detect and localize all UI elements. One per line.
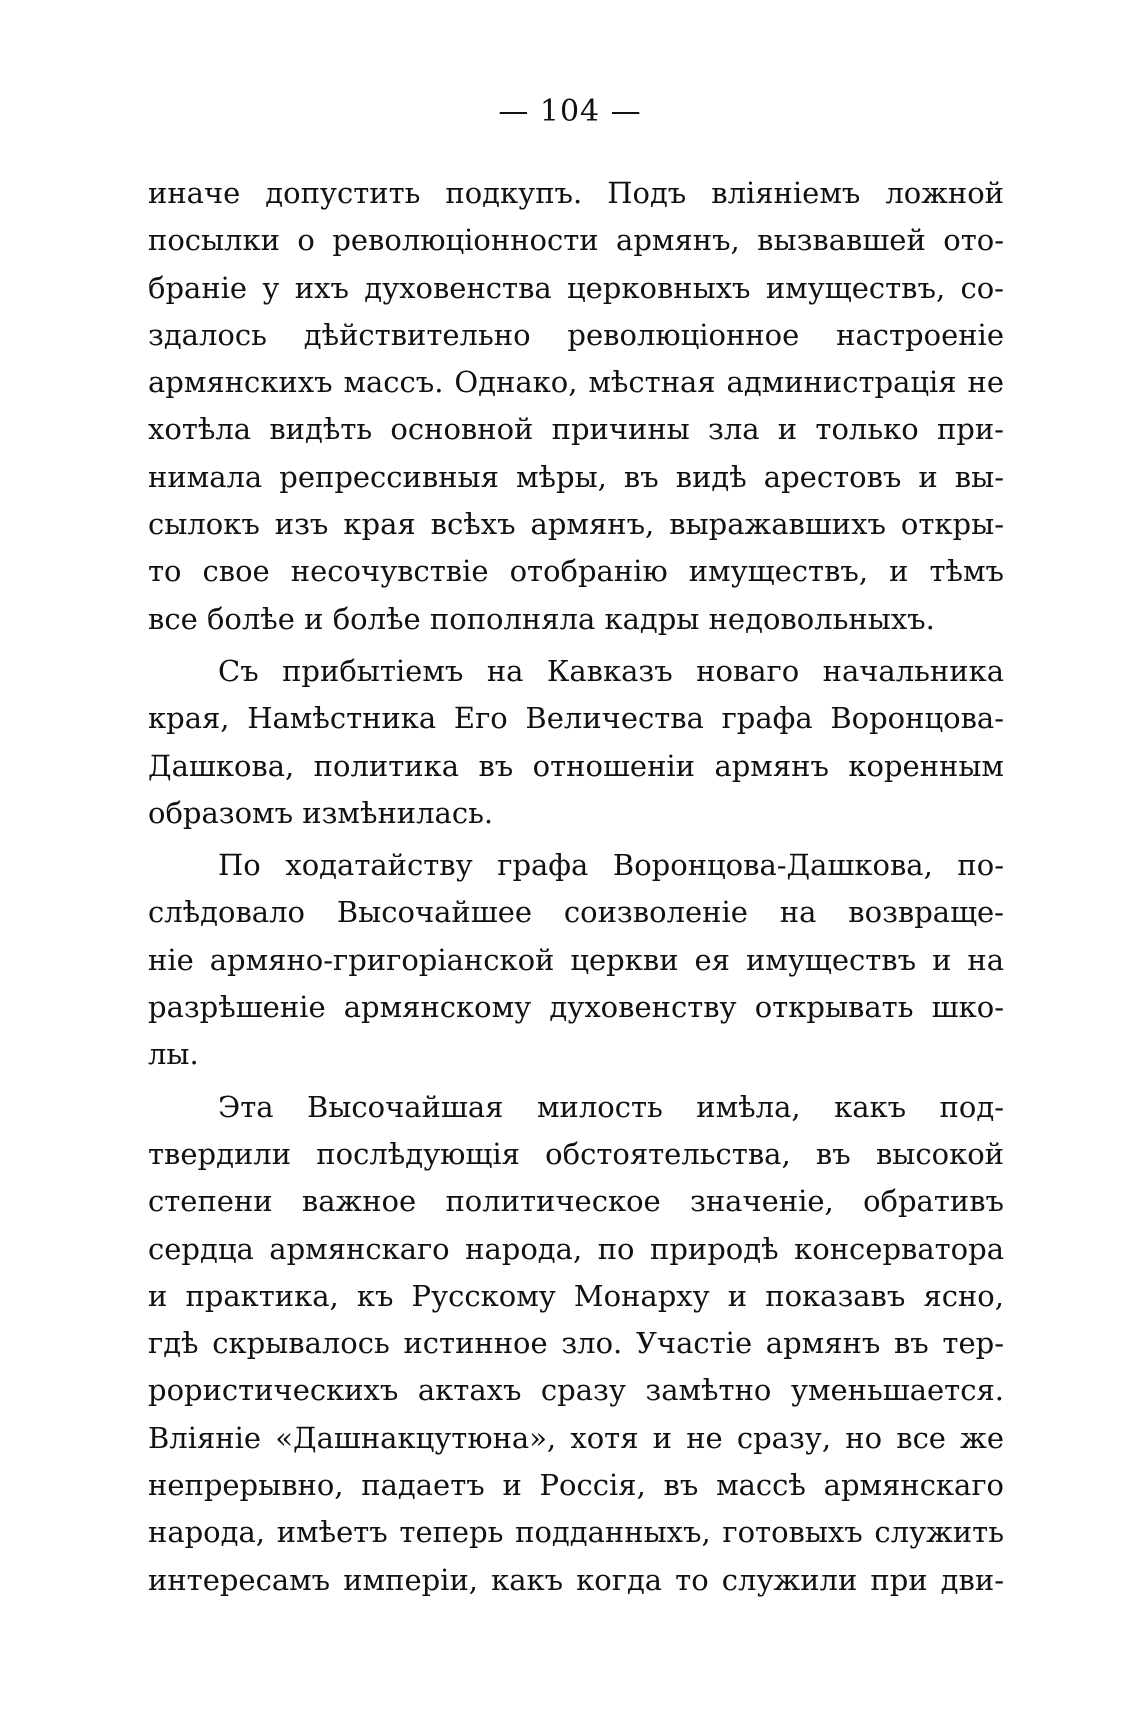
text-line: посылки о революціонности армянъ, вызвавшей ото- — [148, 223, 1004, 258]
text-line: Вліяніе «Дашнакцутюна», хотя и не сразу, но все же — [148, 1420, 1004, 1455]
text-line: твердили послѣдующія обстоятельства, въ высокой — [148, 1136, 1004, 1171]
page-number: — 104 — — [498, 94, 642, 129]
text-line: все болѣе и болѣе пополняла кадры недовольныхъ. — [148, 601, 935, 636]
text-line: сердца армянскаго народа, по природѣ консерватора — [148, 1231, 1004, 1266]
text-line: лы. — [148, 1037, 199, 1072]
text-line: браніе у ихъ духовенства церковныхъ имуществъ, со- — [148, 270, 1004, 305]
text-line: Дашкова, политика въ отношеніи армянъ коренным — [148, 748, 1004, 783]
text-line: гдѣ скрывалось истинное зло. Участіе армянъ въ тер- — [148, 1326, 1004, 1361]
text-line: края, Намѣстника Его Величества графа Воронцова- — [148, 701, 1004, 736]
text-line: ніе армяно-григоріанской церкви ея имуществъ и на — [148, 942, 1004, 977]
text-line: рористическихъ актахъ сразу замѣтно уменьшается. — [148, 1373, 1004, 1408]
text-line: Съ прибытіемъ на Кавказъ новаго начальника — [218, 653, 1004, 688]
text-line: нимала репрессивныя мѣры, въ видѣ арестовъ и вы- — [148, 459, 1004, 494]
text-line: армянскихъ массъ. Однако, мѣстная администрація не — [148, 365, 1004, 400]
text-line: По ходатайству графа Воронцова-Дашкова, по- — [218, 848, 1004, 883]
text-line: здалось дѣйствительно революціонное настроеніе — [148, 317, 1004, 352]
text-line: интересамъ имперіи, какъ когда то служили при дви- — [148, 1562, 1004, 1597]
text-line: непрерывно, падаетъ и Россія, въ массѣ армянскаго — [148, 1468, 1004, 1503]
text-line: Эта Высочайшая милость имѣла, какъ под- — [218, 1089, 1004, 1124]
text-line: и практика, къ Русскому Монарху и показавъ ясно, — [148, 1278, 1004, 1313]
text-line: степени важное политическое значеніе, обративъ — [148, 1184, 1004, 1219]
text-line: разрѣшеніе армянскому духовенству открывать шко- — [148, 990, 1004, 1025]
text-line: иначе допустить подкупъ. Подъ вліяніемъ ложной — [148, 176, 1004, 210]
text-line: сылокъ изъ края всѣхъ армянъ, выражавшихъ откры- — [148, 507, 1004, 542]
text-line: народа, имѣетъ теперь подданныхъ, готовыхъ служить — [148, 1515, 1004, 1550]
text-line: слѣдовало Высочайшее соизволеніе на возвраще- — [148, 895, 1004, 930]
text-line: образомъ измѣнилась. — [148, 795, 494, 830]
body-text — [148, 170, 1004, 1604]
text-line: то свое несочувствіе отобранію имуществъ, и тѣмъ — [148, 554, 1004, 589]
text-line: хотѣла видѣть основной причины зла и только при- — [148, 412, 1004, 447]
